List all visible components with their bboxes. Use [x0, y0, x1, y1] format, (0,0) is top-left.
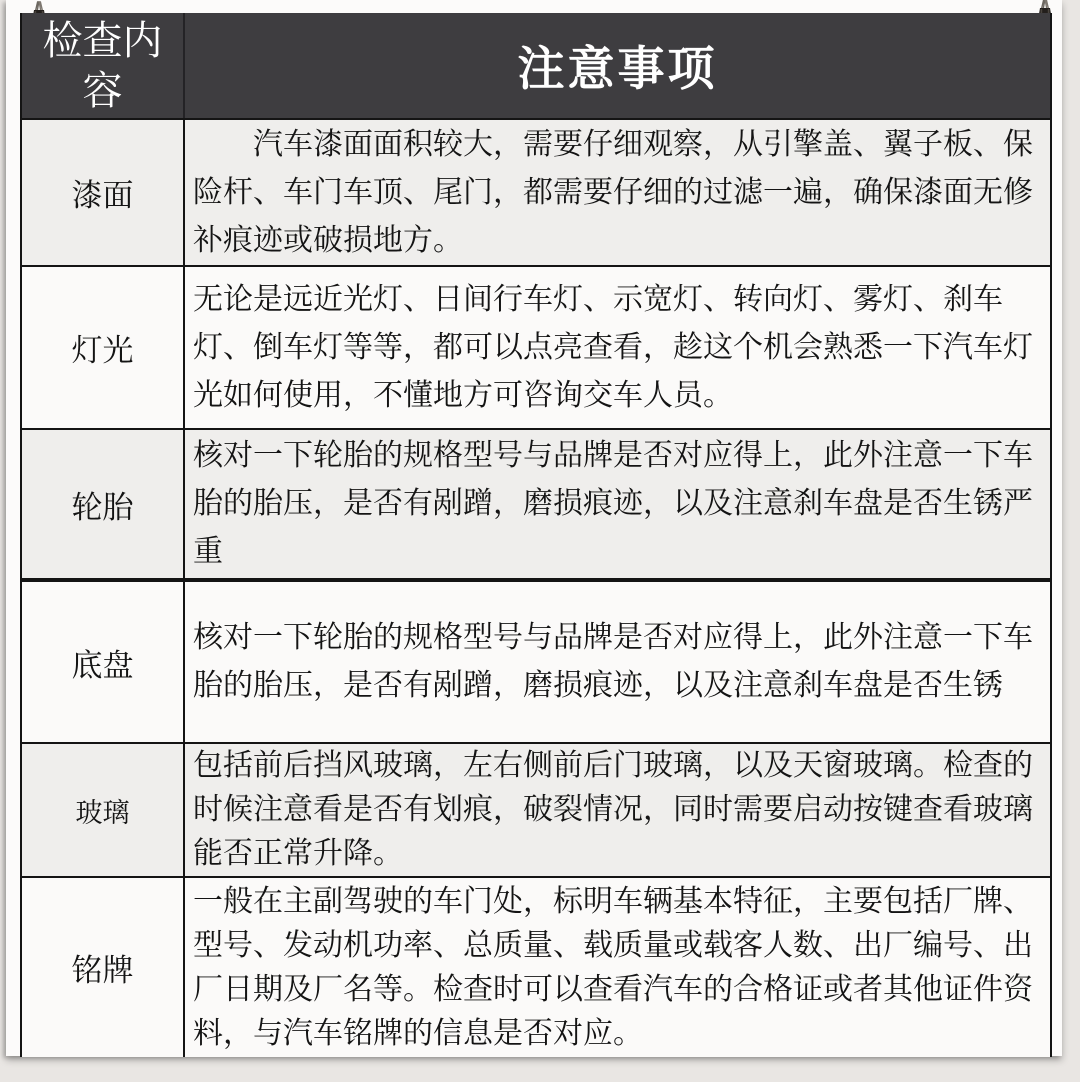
table-row	[22, 428, 1050, 578]
inspection-note-text: 无论是远近光灯、日间行车灯、示宽灯、转向灯、雾灯、刹车灯、倒车灯等等，都可以点亮查看，趁这个机会熟悉一下汽车灯光如何使用，不懂地方可咨询交车人员。	[193, 282, 1033, 412]
inspection-item-label: 玻璃	[22, 744, 185, 876]
inspection-note-text: 一般在主副驾驶的车门处，标明车辆基本特征，主要包括厂牌、型号、发动机功率、总质量、载质量或载客人数、出厂编号、出厂日期及厂名等。检查时可以查看汽车的合格证或者其他证件资料，与汽车铭牌的信息是否对应。	[193, 884, 1033, 1050]
table-row	[22, 118, 1050, 265]
table-row	[22, 265, 1050, 428]
inspection-note-text: 核对一下轮胎的规格型号与品牌是否对应得上，此外注意一下车胎的胎压，是否有剐蹭，磨损痕迹，以及注意刹车盘是否生锈	[193, 621, 1033, 702]
inspection-note-text: 包括前后挡风玻璃，左右侧前后门玻璃，以及天窗玻璃。检查的时候注意看是否有划痕，破裂情况，同时需要启动按键查看玻璃能否正常升降。	[193, 749, 1033, 870]
header-inspection-content: 检查内容	[22, 13, 185, 118]
table-row	[22, 876, 1050, 1057]
table-row	[22, 578, 1050, 742]
inspection-item-label: 轮胎	[22, 430, 185, 578]
table-row	[22, 742, 1050, 876]
inspection-table	[20, 13, 1052, 1057]
inspection-note-text: 核对一下轮胎的规格型号与品牌是否对应得上，此外注意一下车胎的胎压，是否有剐蹭，磨损痕迹，以及注意刹车盘是否生锈严重	[193, 439, 1033, 568]
inspection-item-label: 灯光	[22, 267, 185, 428]
inspection-item-label: 底盘	[22, 582, 185, 742]
inspection-item-label: 漆面	[22, 120, 185, 265]
table-body	[22, 118, 1050, 1057]
header-notes: 注意事项	[517, 42, 718, 95]
inspection-note-text: 汽车漆面面积较大，需要仔细观察，从引擎盖、翼子板、保险杆、车门车顶、尾门，都需要仔细的过滤一遍，确保漆面无修补痕迹或破损地方。	[193, 127, 1033, 257]
inspection-item-label: 铭牌	[22, 878, 185, 1057]
table-header-row	[22, 13, 1050, 118]
